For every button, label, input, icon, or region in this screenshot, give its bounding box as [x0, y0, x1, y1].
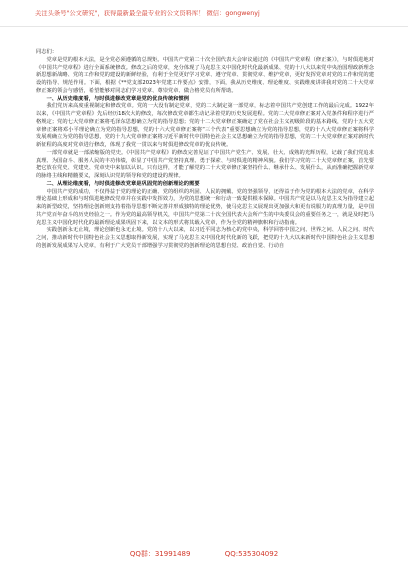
salutation: 同志们： — [36, 49, 58, 55]
document-body — [36, 49, 374, 251]
footer-qq-group: QQ群：31991489 — [129, 550, 191, 558]
footer — [0, 549, 408, 559]
banner-text: 关注头条号"公文研究"，获得最新最全最专业的公文资料库！ 微信：gongwenyj — [35, 10, 260, 17]
section-heading: 二、从理论维度看，与时俱进修改党章是巩固党的创新理论的需要 — [46, 180, 200, 187]
top-banner — [0, 0, 408, 27]
paragraph: 中国共产党的成功，不仅得益于党的理论的正确、党的组织的巩固、人民的拥戴、党的坚强领导，还得益于作为党的根本大法的党章，在科学理论基础上形成和与时俱进地修改党章并在实践中发挥效力，为党的思想统一和行动一致提供根本保障。中国共产党是以马克思主义为指导建立起来的新型政党，坚持理论创新则支持着指导思想不断完善并形成独特的理论优势，使马克思主义展现出更加强大和更有说服力的真理力量，是中国共产党百年奋斗的历史经验之一。作为党的最高领导机关，中国共产党第二十次全国代表大会所产生的中央委员会的重要任务之一，就是及时把马克思主义中国化时代化的最新理论成果巩固下来，以文本的形式将其载入党章，作为全党的精神旗帜和行动指南。 — [36, 188, 374, 226]
footer-qq-number: QQ:535304092 — [224, 550, 279, 558]
paragraph: 我们党历来高度重视制定和修改党章。党的一大没有制定党章，党的二大制定第一部党章，标志着中国共产党创建工作的最后完成。1922年以来，《中国共产党章程》先后经历18次大的修改，每次修改党章都生动记录着党的历史发展进程。党的二大党章修正案对入党条件和程序进行严格规定；党的七大党章修正案将毛泽东思想确立为党的指导思想；党的十二大党章修正案确定了党在社会主义初级阶段的基本路线，党的十五大党章修正案将邓小平理论确立为党的指导思想，党的十六大党章修正案将“三个代表”重要思想确立为党的指导思想，党的十八大党章修正案将科学发展观确立为党的指导思想，党的十九大党章修正案将习近平新时代中国特色社会主义思想确立为党的指导思想，党的二十大党章修正案对新时代新征程的高度对党章进行修改，体现了我党一贯以来与时俱进修改党章的优良传统。 — [36, 103, 374, 148]
section-heading: 一、从历史维度看，与时俱进修改党章是党的优良传统和惯例 — [46, 95, 190, 102]
paragraph: 一部党章就是一部浓缩版的党史。《中国共产党章程》的修改完善见证了中国共产党生产、发展、壮大、成熟的光辉历程，记载了我们党追求真理、为国奋斗、服务人民的丰功伟绩，彰显了中国共产党坚持真理、勇于探索、与时俱进的精神风貌。我们学习党的二十大党章修正案，首先要把它放在党史、党建史、党章史中来加以认识。只有这样，才能了解党的二十大党章修正案坚持什么、继承什么、发展什么，从而准确把握新党章的脉络主线和精髓要义，深刻认识党的领导和党的建设的规律。 — [36, 149, 374, 179]
paragraph: 实践创新永无止境，理论创新也永无止境。党的十八大以来，以习近平同志为核心的党中央，科学回答中国之问、世界之问、人民之问、时代之问，推动新时代中国特色社会主义思想取得新发展，实现了马克思主义中国化时代化新的飞跃，把党的十九大以来新时代中国特色社会主义思想的创新发展成果写入党章，有利于广大党员干部增强学习贯彻党的创新理论的思想自觉、政治自觉、行动自 — [36, 227, 374, 249]
paragraph: 党章是党的根本大法，是全党必须遵循的总规矩。中国共产党第二十次全国代表大会审议通过的《中国共产党章程（修正案）》，与时俱进地对《中国共产党章程》进行全面系统修改。修改之后的党章，充分体现了马克思主义中国化时代化最新成果、党的十八大以来党中央治国理政新理念新思想新战略、党的工作和党的建设的新鲜经验，有利于全党更好学习党章、遵守党章、贯彻党章、维护党章，更好发挥党章对党的工作和党的建设的指导、规范作用。下面，根据《**党支部2023年党建工作要点》安排，下面，我从历史维度、理论维度、实践维度讲讲我对党的二十大党章修正案的领会与感悟，希望能够对同志们学习党章、尊崇党章、做合格党员有所帮助。 — [36, 56, 374, 94]
